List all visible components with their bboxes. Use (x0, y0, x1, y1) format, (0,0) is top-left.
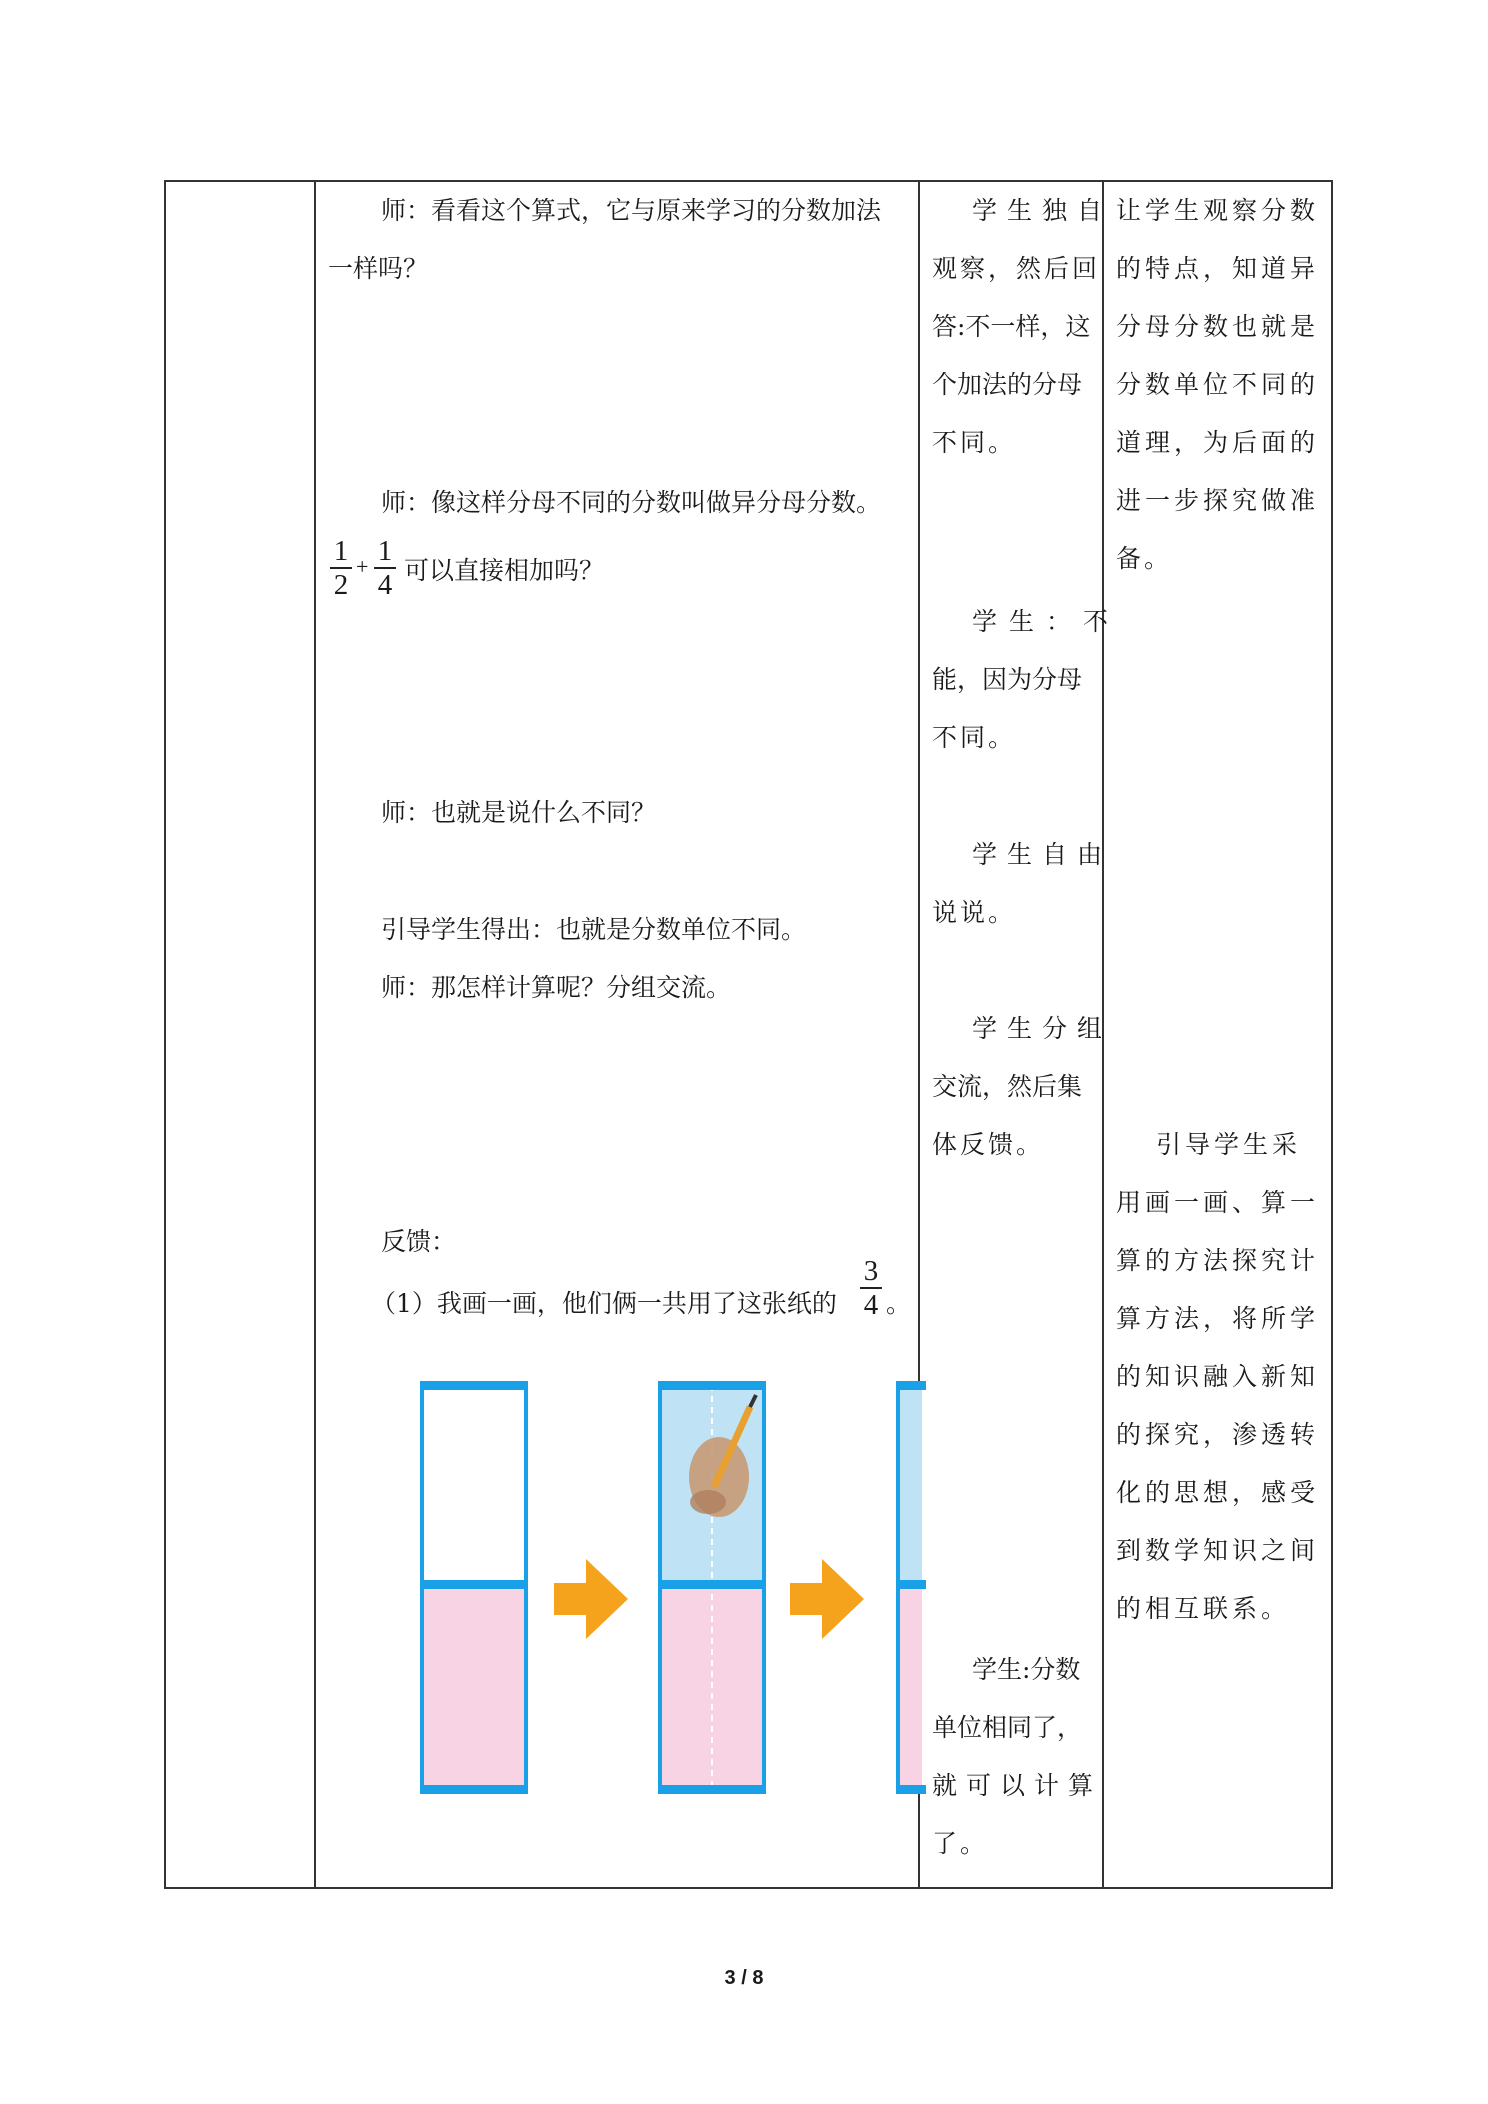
plus-sign: + (356, 554, 369, 579)
fraction-three-quarters: 3 4 (860, 1256, 882, 1320)
student-response-1-line: 学生独自 (972, 196, 1113, 225)
design-intent-2-line: 化的思想，感受 (1116, 1478, 1320, 1507)
design-intent-1-line: 的特点，知道异 (1116, 254, 1320, 283)
design-intent-2-line: 的相互联系。 (1116, 1594, 1291, 1623)
page-number: 3 / 8 (724, 1967, 764, 1989)
design-intent-2-line: 引导学生采 (1156, 1130, 1302, 1159)
expression-question: 可以直接相加吗？ (404, 556, 605, 585)
student-response-5-line: 学生:分数 (972, 1655, 1081, 1684)
teacher-question-1: 师：看看这个算式，它与原来学习的分数加法 (381, 196, 882, 225)
guide-text: 引导学生得出：也就是分数单位不同。 (381, 915, 807, 944)
student-response-4-line: 体反馈。 (932, 1130, 1045, 1159)
teacher-question-3: 师：也就是说什么不同？ (381, 798, 657, 827)
student-response-1-line: 不同。 (932, 428, 1017, 457)
design-intent-2-line: 算的方法探究计 (1116, 1246, 1320, 1275)
design-intent-2-line: 的探究，渗透转 (1116, 1420, 1320, 1449)
design-intent-2-line: 到数学知识之间 (1116, 1536, 1320, 1565)
student-response-5-line: 就可以计算 (932, 1771, 1103, 1800)
design-intent-1-line: 道理，为后面的 (1116, 428, 1320, 457)
student-response-3-line: 学生自由 (972, 840, 1113, 869)
student-activity-column (920, 182, 1121, 1887)
hand-drawing-paper-icon (658, 1381, 766, 1794)
student-response-2-line: 学生：不 (972, 607, 1121, 636)
feedback-item-1-end: 。 (886, 1289, 912, 1318)
student-response-3-line: 说说。 (932, 898, 1017, 927)
student-response-1-line: 个加法的分母 (932, 370, 1083, 399)
feedback-item-1: （1）我画一画，他们俩一共用了这张纸的 (371, 1289, 837, 1318)
design-intent-1-line: 备。 (1116, 544, 1173, 573)
student-response-1-line: 观察，然后回 (932, 254, 1101, 283)
design-intent-2-line: 算方法，将所学 (1116, 1304, 1320, 1333)
design-intent-1-line: 进一步探究做准 (1116, 486, 1320, 515)
paper-folding-illustration (316, 1377, 918, 1802)
arrow-right-icon (790, 1559, 864, 1639)
fraction-one-quarter: 1 4 (374, 536, 396, 600)
student-response-4-line: 学生分组 (972, 1014, 1113, 1043)
fraction-one-half: 1 2 (330, 536, 352, 600)
feedback-label: 反馈： (381, 1227, 457, 1256)
design-intent-2-line: 用画一画、算一 (1116, 1188, 1320, 1217)
teacher-activity-column (316, 182, 918, 1887)
stage-column (166, 182, 314, 1887)
blank-paper-icon (420, 1381, 528, 1794)
student-response-4-line: 交流，然后集 (932, 1072, 1083, 1101)
student-response-5-line: 单位相同了， (932, 1713, 1083, 1742)
lesson-table (164, 180, 1333, 1889)
teacher-question-2: 师：像这样分母不同的分数叫做异分母分数。 (381, 488, 882, 517)
teacher-question-1-cont: 一样吗？ (328, 254, 429, 283)
student-response-5-line: 了。 (932, 1829, 989, 1858)
design-intent-2-line: 的知识融入新知 (1116, 1362, 1320, 1391)
design-intent-column (1104, 182, 1333, 1887)
teacher-question-4: 师：那怎样计算呢？分组交流。 (381, 973, 732, 1002)
design-intent-1-line: 分数单位不同的 (1116, 370, 1320, 399)
design-intent-1-line: 让学生观察分数 (1116, 196, 1320, 225)
student-response-2-line: 能，因为分母 (932, 665, 1083, 694)
arrow-right-icon (554, 1559, 628, 1639)
design-intent-1-line: 分母分数也就是 (1116, 312, 1320, 341)
student-response-2-line: 不同。 (932, 723, 1017, 752)
student-response-1-line: 答:不一样，这 (932, 312, 1091, 341)
